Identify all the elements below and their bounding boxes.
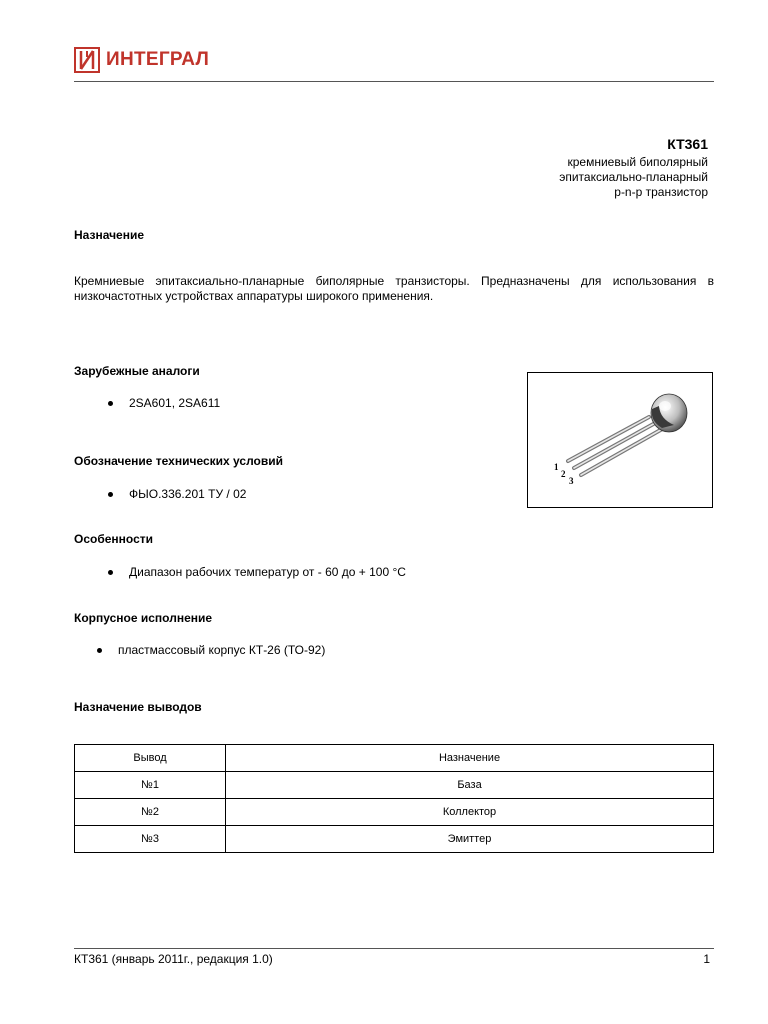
analogs-text: 2SA601, 2SA611 <box>129 396 221 410</box>
pin-label-1: 1 <box>554 462 559 472</box>
part-number: КТ361 <box>667 136 708 152</box>
table-cell: База <box>226 772 714 799</box>
table-header-cell: Вывод <box>75 745 226 772</box>
spec-item <box>108 487 246 501</box>
table-row <box>75 772 714 799</box>
features-text: Диапазон рабочих температур от - 60 до + 100 °С <box>129 565 406 579</box>
bullet-icon <box>108 492 113 497</box>
logo-text: ИНТЕГРАЛ <box>106 49 210 70</box>
page-number: 1 <box>703 952 710 966</box>
pin-label-2: 2 <box>561 469 566 479</box>
package-heading: Корпусное исполнение <box>74 611 213 625</box>
title-line-1: кремниевый биполярный <box>567 155 708 169</box>
title-line-3: p-n-p транзистор <box>614 185 708 199</box>
purpose-text: Кремниевые эпитаксиально-планарные биполярные транзисторы. Предназначены для использования в низкочастотных устройствах аппаратуры широкого применения. <box>74 274 714 303</box>
transistor-body <box>651 394 687 432</box>
table-header-row <box>75 745 714 772</box>
analogs-item <box>108 396 220 410</box>
table-header-cell: Назначение <box>226 745 714 772</box>
title-block <box>559 137 708 200</box>
footer-rule <box>74 948 714 949</box>
table-cell: Коллектор <box>226 799 714 826</box>
pin-label-3: 3 <box>569 476 574 486</box>
bullet-icon <box>108 570 113 575</box>
integral-logo-icon <box>74 47 100 73</box>
table-cell: №2 <box>75 799 226 826</box>
company-logo <box>74 46 209 74</box>
spec-heading: Обозначение технических условий <box>74 454 283 468</box>
transistor-figure <box>527 372 713 508</box>
footer-document-info: КТ361 (январь 2011г., редакция 1.0) <box>74 952 273 966</box>
package-item <box>97 643 325 657</box>
purpose-heading: Назначение <box>74 228 145 242</box>
table-cell: №1 <box>75 772 226 799</box>
features-heading: Особенности <box>74 532 154 546</box>
pins-heading: Назначение выводов <box>74 700 202 714</box>
transistor-leads <box>568 417 664 475</box>
table-cell: №3 <box>75 826 226 853</box>
package-text: пластмассовый корпус КТ-26 (ТО-92) <box>118 643 326 657</box>
features-item <box>108 565 406 579</box>
spec-text: ФЫО.336.201 ТУ / 02 <box>129 487 247 501</box>
analogs-heading: Зарубежные аналоги <box>74 364 200 378</box>
pins-table <box>74 744 714 853</box>
bullet-icon <box>97 648 102 653</box>
table-row <box>75 799 714 826</box>
title-line-2: эпитаксиально-планарный <box>559 170 708 184</box>
transistor-to92-icon <box>528 373 712 507</box>
table-row <box>75 826 714 853</box>
bullet-icon <box>108 401 113 406</box>
header-rule <box>74 81 714 82</box>
table-cell: Эмиттер <box>226 826 714 853</box>
